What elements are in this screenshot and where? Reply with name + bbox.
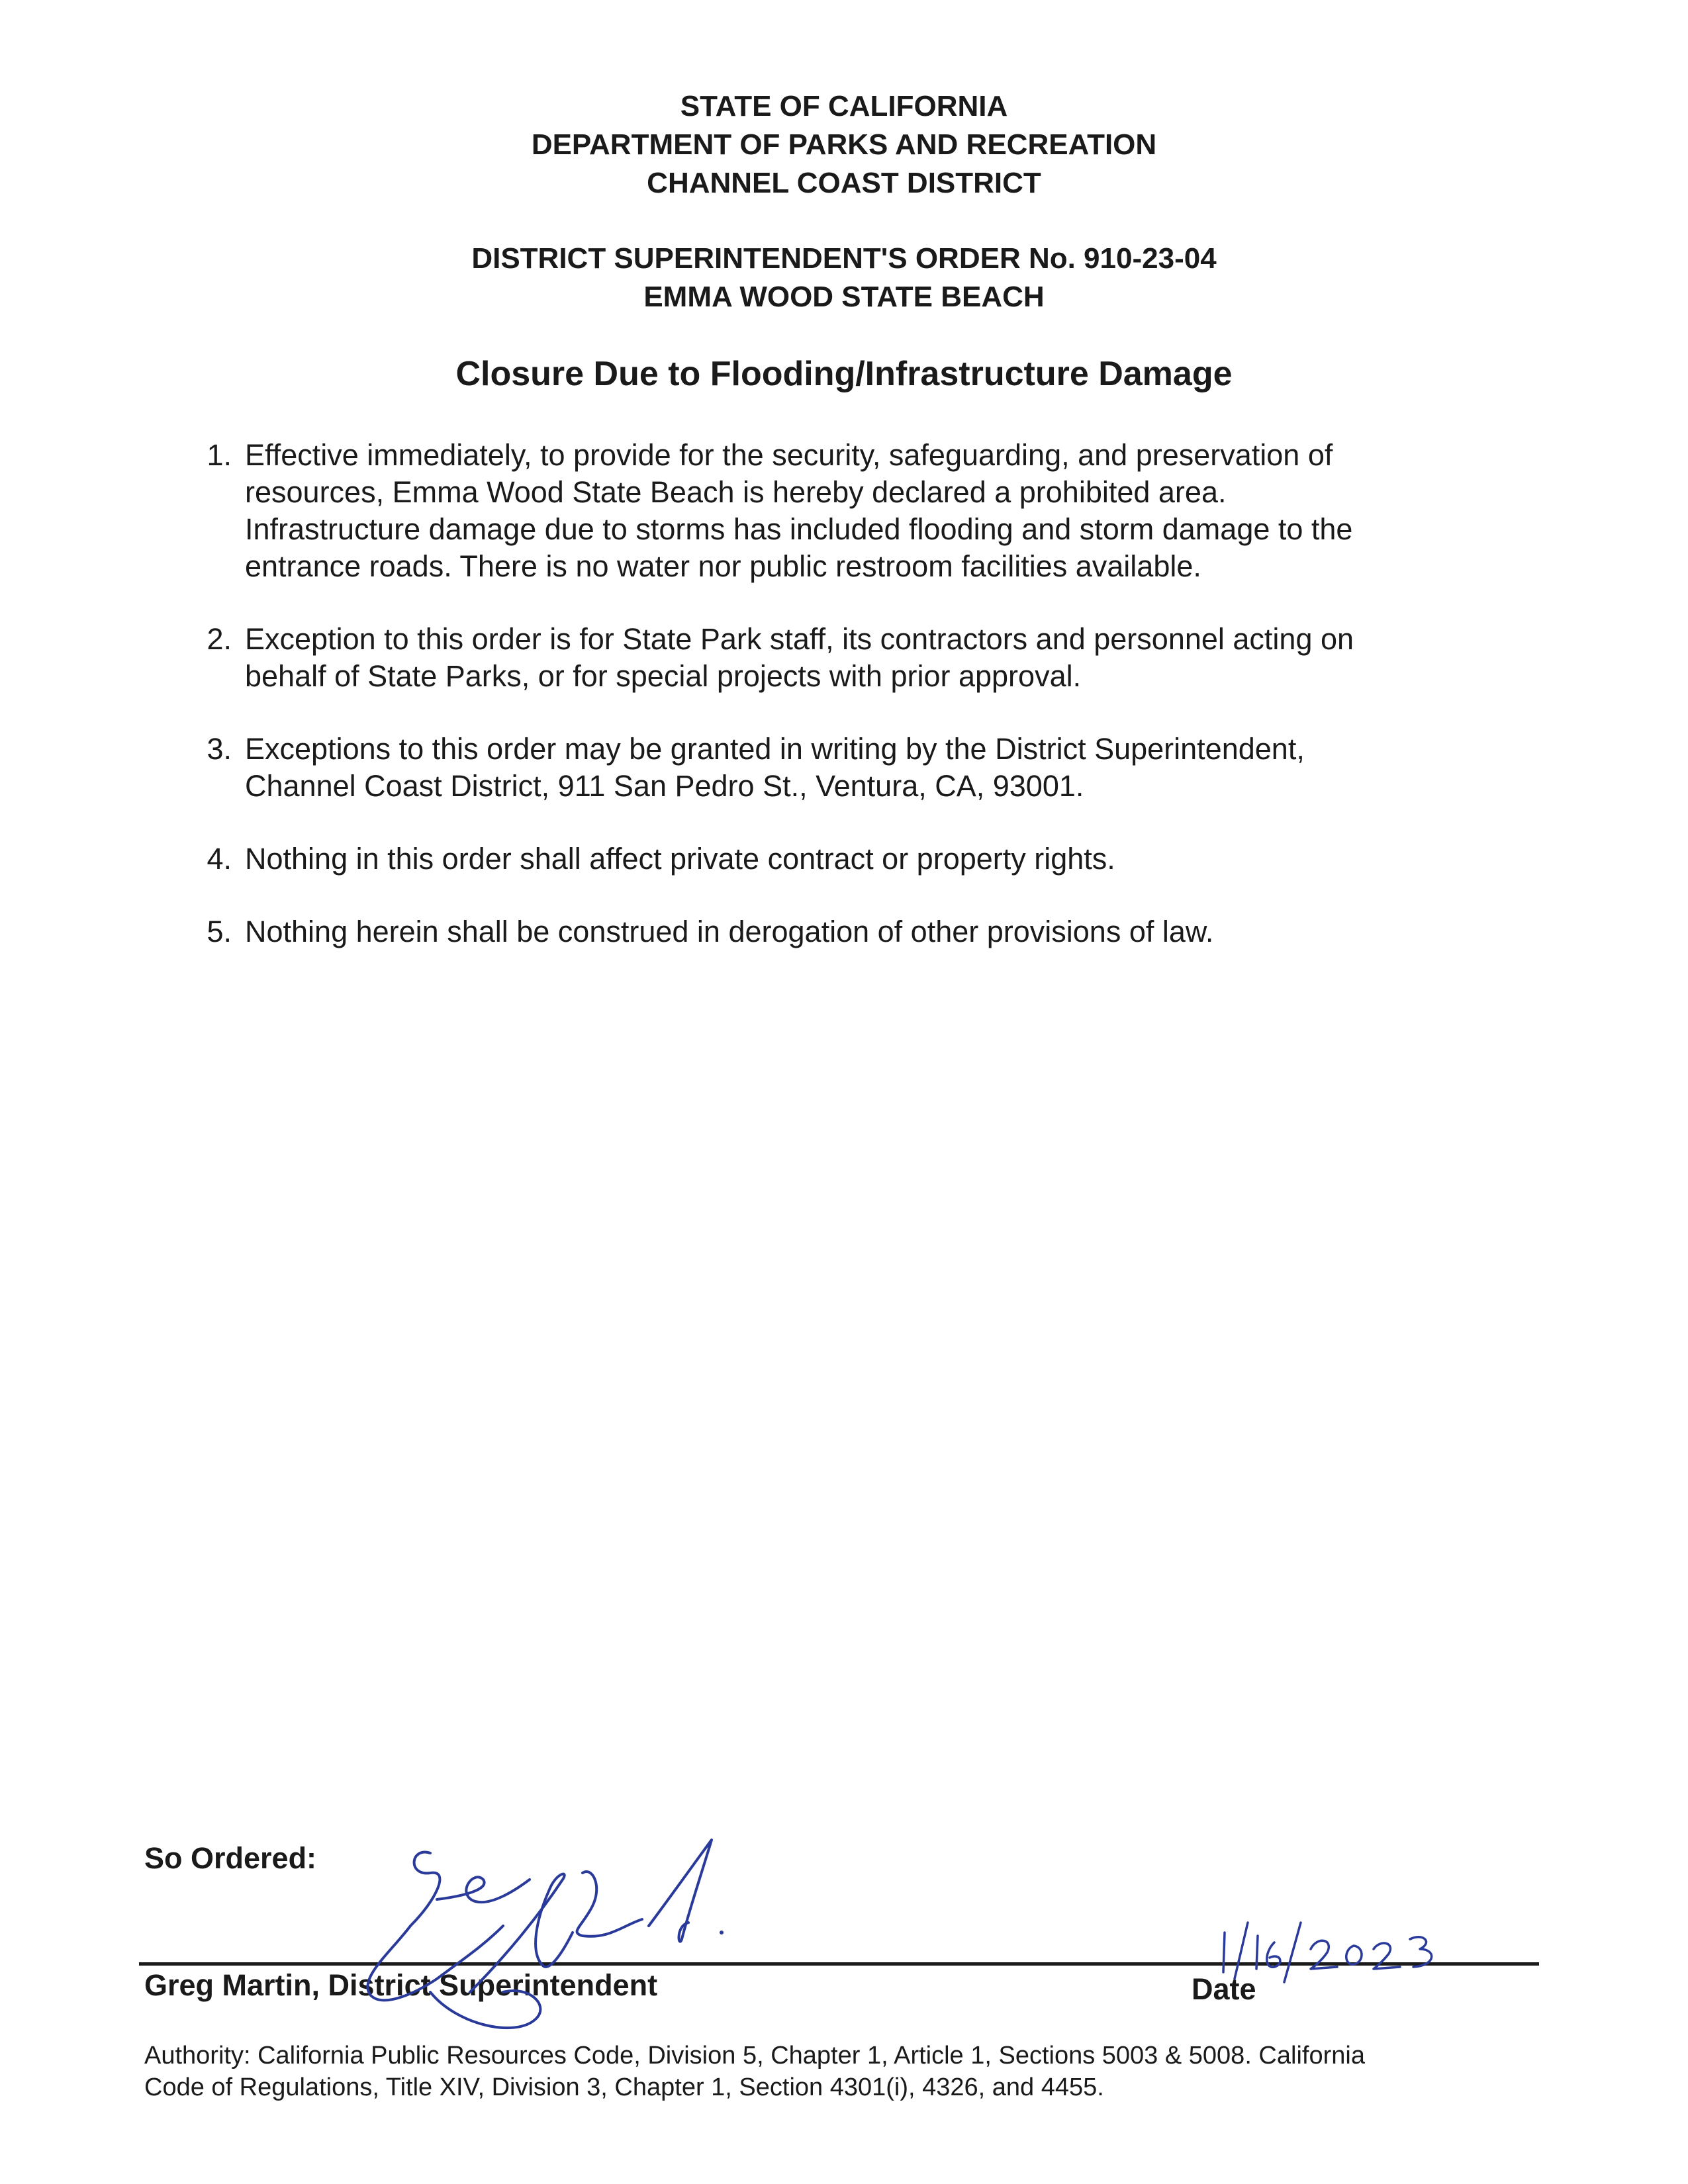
authority-line: Authority: California Public Resources Code, Division 5, Chapter 1, Article 1, Sections 5003 & 5008. California (144, 2042, 1365, 2070)
item-text-line: Nothing herein shall be construed in derogation of other provisions of law. (245, 915, 1214, 948)
district-name: CHANNEL COAST DISTRICT (647, 167, 1041, 199)
item-text-line: entrance roads. There is no water nor public restroom facilities available. (245, 549, 1201, 583)
signer-name: Greg Martin, District Superintendent (144, 1968, 658, 2002)
item-text-line: Nothing in this order shall affect private contract or property rights. (245, 842, 1115, 876)
order-subject: Closure Due to Flooding/Infrastructure Damage (455, 355, 1233, 393)
handwritten-signature (331, 1827, 808, 2038)
item-text-line: resources, Emma Wood State Beach is hereby declared a prohibited area. (245, 475, 1227, 509)
item-text-line: Channel Coast District, 911 San Pedro St., Ventura, CA, 93001. (245, 769, 1084, 803)
item-number: 2. (207, 622, 232, 656)
date-label: Date (1192, 1972, 1256, 2006)
location-name: EMMA WOOD STATE BEACH (643, 281, 1045, 313)
item-text-line: behalf of State Parks, or for special projects with prior approval. (245, 659, 1082, 693)
item-text-line: Infrastructure damage due to storms has included flooding and storm damage to the (245, 512, 1353, 546)
order-number: DISTRICT SUPERINTENDENT'S ORDER No. 910-23-04 (471, 242, 1217, 275)
state-name: STATE OF CALIFORNIA (680, 90, 1008, 122)
handwritten-date (1211, 1913, 1463, 1985)
authority-citation (144, 2040, 1534, 2103)
item-text-line: Exceptions to this order may be granted in writing by the District Superintendent, (245, 732, 1305, 766)
order-items (192, 437, 1503, 986)
item-number: 3. (207, 732, 232, 766)
order-item-2 (192, 621, 1503, 695)
order-item-4 (192, 841, 1503, 878)
item-text-line: Exception to this order is for State Park staff, its contractors and personnel acting on (245, 622, 1354, 656)
order-item-3 (192, 731, 1503, 805)
item-number: 1. (207, 438, 232, 472)
item-number: 5. (207, 915, 232, 948)
item-number: 4. (207, 842, 232, 876)
department-name: DEPARTMENT OF PARKS AND RECREATION (531, 128, 1157, 161)
authority-line: Code of Regulations, Title XIV, Division 3, Chapter 1, Section 4301(i), 4326, and 4455. (144, 2073, 1104, 2101)
order-header (0, 240, 1688, 316)
item-text-line: Effective immediately, to provide for the security, safeguarding, and preservation of (245, 438, 1333, 472)
order-item-1 (192, 437, 1503, 585)
so-ordered-label: So Ordered: (144, 1841, 317, 1875)
order-item-5 (192, 913, 1503, 950)
agency-header (0, 87, 1688, 203)
